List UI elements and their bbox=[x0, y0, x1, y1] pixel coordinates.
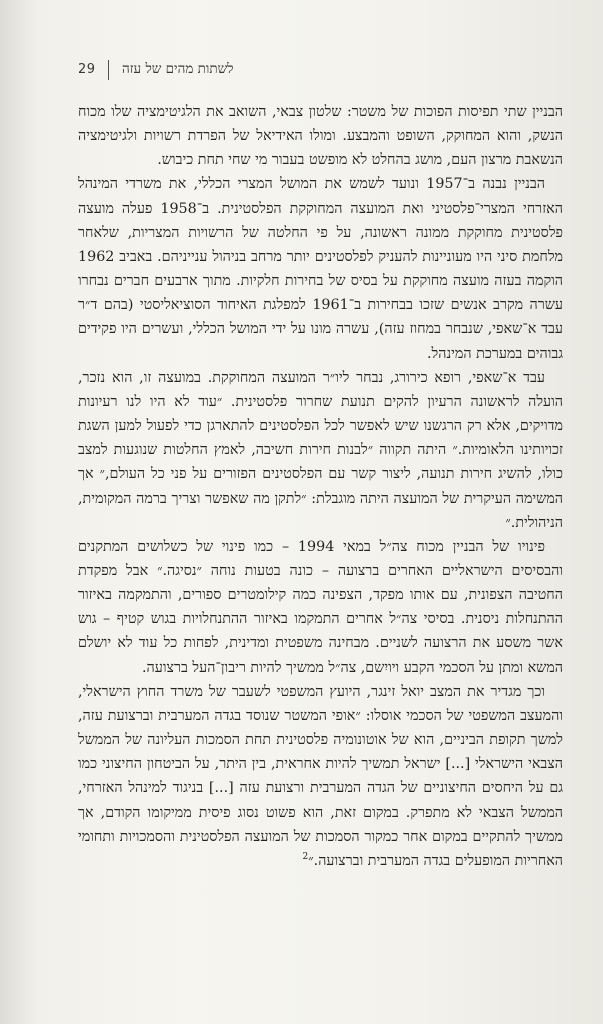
paragraph-1: הבניין שתי תפיסות הפוכות של משטר: שלטון צבאי, השואב את הלגיטימציה שלו מכוח הנשק, והוא המחוקק, השופט והמבצע. ומולו האידיאל של הפרדת רשויות ולגיטימציה הנשאבת מרצון העם, מושג בהחלט לא מופשט בעבור מי שחי תחת כיבוש. bbox=[78, 104, 563, 169]
paragraph-3: עבד א־שאפי, רופא כירורג, נבחר ליו״ר המועצה המחוקקת. במועצה זו, הוא נזכר, הועלה לראשונה הרעיון להקים תנועת שחרור פלסטינית. ״עוד לא היו לנו רעיונות מדויקים, אלא רק הרגשנו שיש לאפשר לכל הפלסטינים להתארגן כדי לפעול למען השגת זכויותינו הלאומיות.״ היתה תקווה ״לבנות חירות חשיבה, לאמץ החלטות שנוגעות למצב כולו, להשיג חירות תנועה, ליצור קשר עם הפלסטינים הפזורים על פני כל העולם,״ אך המשימה העיקרית של המועצה היתה מוגבלת: ״לתקן מה שאפשר וצריך ברמה המקומית, הניהולית.״ bbox=[78, 369, 563, 531]
paragraph-4: פינויו של הבניין מכוח צה״ל במאי 1994 – כמו פינוי של כשלושים המתקנים והבסיסים הישראליים האחרים ברצועה – כונה בטעות נוחה ״נסיגה.״ אבל מפקדת החטיבה הצפונית, עם אותו מפקד, הצפינה כמה קילומטרים ספורים, והתמקמה באיזור ההתנחלות ניסנית. בסיסי צה״ל אחרים התמקמו באיזור ההתנחלויות בגוש קטיף – גוש אשר משסע את הרצועה לשניים. מבחינה משפטית ומדינית, לפחות כל עוד לא יושלם המשא ומתן על הסכמי הקבע ויויִשם, צה״ל ממשיך להיות ריבון־העל ברצועה. bbox=[78, 538, 563, 676]
page-body bbox=[78, 100, 563, 873]
paragraph-5 bbox=[78, 680, 563, 873]
paragraph-5-text: וכך מגדיר את המצב יואל זינגר, היועץ המשפטי לשעבר של משרד החוץ הישראלי, והמעצב המשפטי של הסכמי אוסלו: ״אופי המשטר שנוסד בגדה המערבית וברצועת עזה, למשך תקופת הביניים, הוא של אוטונומיה פלסטינית תחת הסמכות העליונה של הממשל הצבאי הישראלי [...] ישראל תמשיך להיות אחראית, בין היתר, על הביטחון החיצוני כמו גם על היחסים החיצוניים של הגדה המערבית ורצועת עזה [...] בניגוד למינהל האזרחי, הממשל הצבאי לא מתפרק. במקום זאת, הוא פשוט נסוג פיסית ממיקומו הקודם, אך ממשיך להתקיים במקום אחר כמקור הסמכות של המועצה הפלסטינית והסמכויות ותחומי האחריות המופעלים בגדה המערבית וברצועה.״ bbox=[78, 683, 563, 869]
running-title: לשתות מהים של עזה bbox=[122, 61, 234, 77]
header-separator bbox=[108, 60, 109, 80]
paragraph-2: הבניין נבנה ב־1957 ונועד לשמש את המושל המצרי הכללי, את משרדי המינהל האזרחי המצרי־פלסטיני ואת המועצה המחוקקת הפלסטינית. ב־1958 פעלה מועצה פלסטינית מחוקקת ממונה ראשונה, על פי החלטה של הרשויות המצריות, שלאחר מלחמת סיני היו מעוניינות להעניק לפלסטינים יותר מרחב בניהול ענייניהם. באביב 1962 הוקמה בעזה מועצה מחוקקת על בסיס של בחירות חלקיות. מתוך ארבעים חברים נבחרו עשרה מקרב אנשים שזכו בבחירות ב־1961 למפלגת האיחוד הסוציאליסטי (בהם ד״ר עבד א־שאפי, שנבחר במחוז עזה), עשרה מונו על ידי המושל הכללי, ועשרים היו פקידים גבוהים במערכת המינהל. bbox=[78, 176, 564, 362]
running-header bbox=[78, 60, 563, 84]
footnote-marker[interactable]: 2 bbox=[302, 852, 309, 863]
page-gutter-shadow bbox=[0, 0, 40, 1024]
page-number: 29 bbox=[78, 62, 96, 77]
